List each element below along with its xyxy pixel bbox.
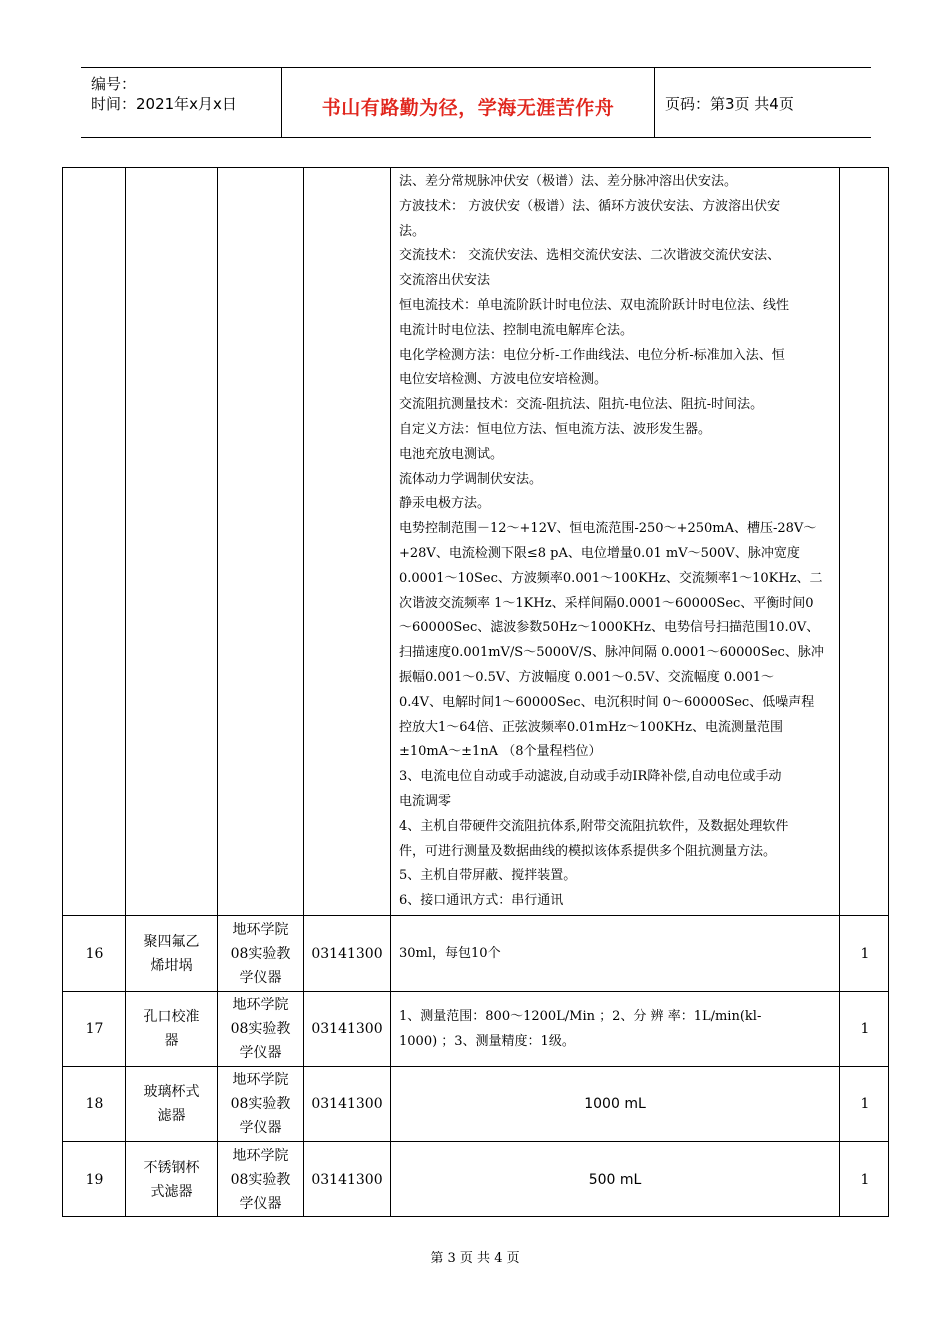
- equipment-table: [62, 167, 889, 1217]
- spec-line: 控放大1～64倍、正弦波频率0.01mHz～100KHz、电流测量范围: [399, 719, 783, 735]
- spec-line: 法、差分常规脉冲伏安（极谱）法、差分脉冲溶出伏安法。: [399, 174, 738, 189]
- spec-line: 扫描速度0.001mV/S～5000V/S、脉冲间隔 0.0001～60000Sec、脉冲: [399, 645, 824, 661]
- item-description-line: 1000 mL: [584, 1096, 646, 1112]
- row-number: [64, 1067, 125, 1141]
- page-header: [81, 67, 871, 138]
- item-name-text: [144, 1005, 200, 1053]
- item-description-text: [391, 1004, 761, 1054]
- department-line: 08实验教: [230, 945, 291, 962]
- item-code-text: 03141300: [311, 945, 383, 962]
- number-label: 编号：: [91, 75, 137, 93]
- quantity: [840, 992, 890, 1066]
- item-name: [126, 1142, 217, 1217]
- spec-line: 3、电流电位自动或手动滤波,自动或手动IR降补偿,自动电位或手动: [399, 769, 782, 785]
- item-name-line: 式滤器: [150, 1183, 193, 1200]
- page-footer: 第 3 页 共 4 页: [430, 1251, 520, 1266]
- row-number: [64, 1142, 125, 1217]
- quantity: [840, 1142, 890, 1217]
- item-code: [304, 1142, 390, 1217]
- quantity-text: 1: [860, 945, 870, 962]
- department-line: 学仪器: [239, 1120, 282, 1136]
- item-description-line: 1000) ；3、测量精度：1级。: [399, 1034, 575, 1049]
- department: [218, 1142, 303, 1217]
- department-line: 学仪器: [239, 1195, 282, 1212]
- department-text: [231, 1144, 291, 1216]
- item-name-line: 器: [164, 1033, 179, 1049]
- spec-line: 静汞电极方法。: [399, 496, 491, 512]
- item-description-text: [391, 941, 501, 966]
- item-name-text: [144, 1156, 200, 1204]
- spec-line: 5、主机自带屏蔽、搅拌装置。: [399, 868, 577, 884]
- item-description-text: [589, 1172, 642, 1188]
- item-description: [391, 1142, 839, 1217]
- spec-line: 恒电流技术：单电流阶跃计时电位法、双电流阶跃计时电位法、线性: [399, 297, 790, 313]
- item-name-line: 玻璃杯式: [143, 1084, 200, 1100]
- item-description-line: 1、测量范围：800～1200L/Min ；2、分 辨 率：1L/min(kl-: [399, 1009, 762, 1024]
- quantity: [840, 916, 890, 991]
- row-number-text: 18: [85, 1096, 104, 1112]
- department-line: 地环学院: [232, 997, 289, 1013]
- item-code: [304, 1067, 390, 1141]
- spec-line: 流体动力学调制伏安法。: [399, 471, 543, 487]
- page-number-label: 页码：第3页 共4页: [665, 95, 794, 113]
- department-line: 学仪器: [239, 969, 282, 986]
- header-motto-cell: [282, 68, 655, 137]
- spec-line: 电流调零: [399, 793, 452, 809]
- item-description-line: 500 mL: [588, 1171, 642, 1188]
- spec-line: 0.4V、电解时间1～60000Sec、电沉积时间 0～60000Sec、低噪声程: [399, 694, 815, 710]
- item-code: [304, 916, 390, 991]
- spec-line: 6、接口通讯方式：串行通讯: [399, 893, 564, 909]
- row-number-text: 16: [85, 945, 104, 962]
- department-line: 08实验教: [230, 1096, 291, 1112]
- department-line: 地环学院: [232, 1147, 289, 1164]
- item-name-line: 不锈钢杯: [143, 1159, 200, 1176]
- spec-line: 交流阻抗测量技术：交流-阻抗法、阻抗-电位法、阻抗-时间法。: [399, 397, 764, 413]
- department-text: [231, 918, 291, 990]
- quantity-text: 1: [860, 1171, 870, 1188]
- row-number: [64, 992, 125, 1066]
- spec-line: 方波技术： 方波伏安（极谱）法、循环方波伏安法、方波溶出伏安: [399, 198, 781, 214]
- department-text: [231, 1068, 291, 1140]
- item-code-text: 03141300: [311, 1021, 383, 1037]
- spec-line: 次谐波交流频率 1～1KHz、采样间隔0.0001～60000Sec、平衡时间0: [399, 595, 814, 611]
- time-label: 时间：2021年x月x日: [91, 95, 237, 113]
- quantity-text: 1: [860, 1096, 870, 1112]
- spec-line: 自定义方法：恒电位方法、恒电流方法、波形发生器。: [399, 421, 712, 437]
- item-description-line: 30ml，每包10个: [399, 946, 501, 961]
- spec-line: 振幅0.001～0.5V、方波幅度 0.001～0.5V、交流幅度 0.001～: [399, 669, 775, 685]
- spec-line: 交流溶出伏安法: [399, 273, 491, 289]
- quantity: [840, 1067, 890, 1141]
- spec-line: 法。: [399, 223, 426, 239]
- spec-line: 0.0001～10Sec、方波频率0.001～100KHz、交流频率1～10KHz、二: [399, 570, 823, 586]
- item-name: [126, 1067, 217, 1141]
- spec-line: 电化学检测方法：电位分析-工作曲线法、电位分析-标准加入法、恒: [399, 347, 785, 363]
- department-line: 地环学院: [232, 921, 289, 938]
- item-code-text: 03141300: [311, 1096, 383, 1112]
- spec-line: 4、主机自带硬件交流阻抗体系,附带交流阻抗软件，及数据处理软件: [399, 818, 789, 834]
- department: [218, 1067, 303, 1141]
- department: [218, 916, 303, 991]
- row-number-text: 17: [85, 1021, 104, 1037]
- item-description: [391, 916, 839, 991]
- item-description: [391, 992, 839, 1066]
- item-name-text: [144, 1080, 200, 1128]
- department: [218, 992, 303, 1066]
- spec-line: 件，可进行测量及数据曲线的模拟该体系提供多个阻抗测量方法。: [399, 843, 777, 859]
- department-line: 地环学院: [232, 1072, 289, 1088]
- department-line: 学仪器: [239, 1045, 282, 1061]
- item-description-text: [584, 1096, 646, 1112]
- spec-line: 电势控制范围－12～+12V、恒电流范围-250～+250mA、槽压-28V～: [399, 521, 817, 537]
- item-name-line: 孔口校准: [143, 1009, 200, 1025]
- item-code-text: 03141300: [311, 1171, 383, 1188]
- spec-line: ～60000Sec、滤波参数50Hz～1000KHz、电势信号扫描范围10.0V、: [399, 620, 820, 636]
- item-description: [391, 1067, 839, 1141]
- spec-line: ±10mA～±1nA （8个量程档位）: [399, 744, 602, 760]
- item-name-text: [144, 930, 200, 978]
- department-line: 08实验教: [230, 1171, 291, 1188]
- item-code: [304, 992, 390, 1066]
- spec-line: 交流技术： 交流伏安法、选相交流伏安法、二次谐波交流伏安法、: [399, 248, 781, 264]
- header-page-cell: [655, 68, 871, 137]
- spec-line: +28V、电流检测下限≤8 pA、电位增量0.01 mV～500V、脉冲宽度: [399, 545, 800, 561]
- quantity-text: 1: [860, 1021, 870, 1037]
- item-name: [126, 916, 217, 991]
- item-name-line: 聚四氟乙: [143, 933, 200, 950]
- item-name-line: 滤器: [157, 1108, 186, 1124]
- department-line: 08实验教: [230, 1021, 291, 1037]
- row-number: [64, 916, 125, 991]
- row-number-text: 19: [85, 1171, 104, 1188]
- motto-text: 书山有路勤为径，学海无涯苦作舟: [321, 97, 615, 119]
- spec-line: 电流计时电位法、控制电流电解库仑法。: [399, 322, 634, 338]
- department-text: [231, 993, 291, 1065]
- header-meta-cell: [81, 68, 282, 137]
- spec-line: 电位安培检测、方波电位安培检测。: [399, 372, 608, 388]
- item-name: [126, 992, 217, 1066]
- item-name-line: 烯坩埚: [150, 957, 193, 974]
- spec-line: 电池充放电测试。: [399, 446, 504, 462]
- spec-description: [399, 170, 839, 914]
